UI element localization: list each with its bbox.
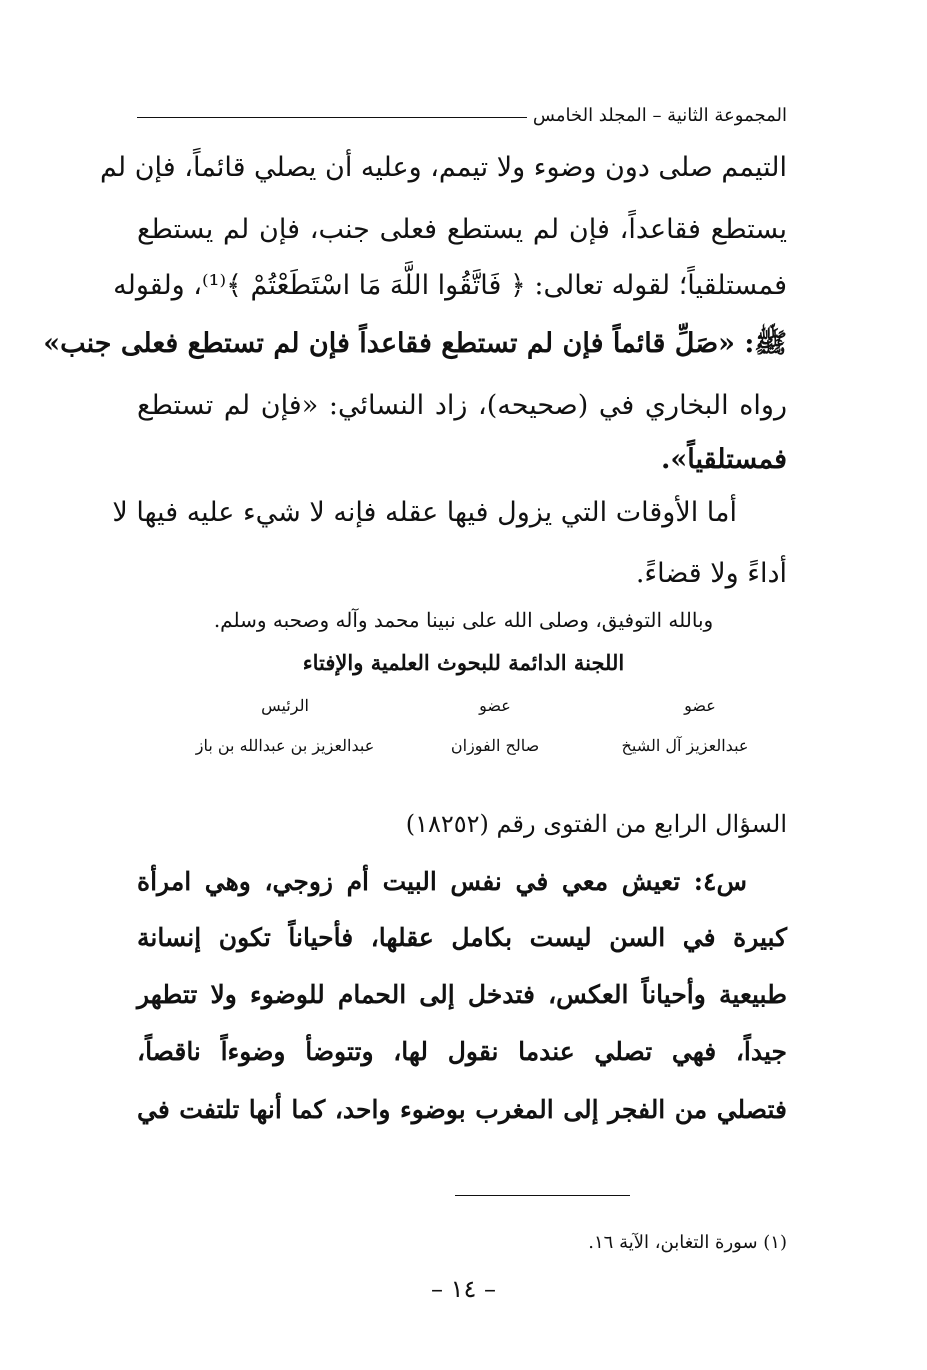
footnote: (١) سورة التغابن، الآية ١٦. xyxy=(588,1232,787,1253)
closing-statement: وبالله التوفيق، وصلى الله على نبينا محمد وآله وصحبه وسلم. xyxy=(213,608,714,632)
signatory-role: الرئيس xyxy=(261,696,309,715)
paragraph-line: أما الأوقات التي يزول فيها عقله فإنه لا شيء عليه فيها لا xyxy=(112,497,737,528)
question-line: جيداً، فهي تصلي عندما نقول لها، وتتوضأ وضوءاً ناقصاً، xyxy=(137,1037,787,1066)
body-line: التيمم صلى دون وضوء ولا تيمم، وعليه أن يصلي قائماً، فإن لم xyxy=(99,152,787,183)
signatory-name: عبدالعزيز بن عبدالله بن باز xyxy=(195,736,375,755)
page-number: – ١٤ – xyxy=(430,1275,497,1303)
question-line: س٤: تعيش معي في نفس البيت أم زوجي، وهي امرأة xyxy=(137,867,747,896)
paragraph-line: أداءً ولا قضاءً. xyxy=(635,558,787,589)
header-title: المجموعة الثانية – المجلد الخامس xyxy=(532,104,787,126)
hadith-line: ﷺ: «صَلِّ قائماً فإن لم تستطع فقاعداً فإن لم تستطع فعلى جنب» xyxy=(43,328,787,359)
signatory-name: صالح الفوزان xyxy=(450,736,540,755)
signatory-name: عبدالعزيز آل الشيخ xyxy=(621,736,749,755)
question-line: كبيرة في السن ليست بكامل عقلها، فأحياناً تكون إنسانة xyxy=(137,923,787,952)
question-line: فتصلي من الفجر إلى المغرب بوضوء واحد، كما أنها تلتفت في xyxy=(137,1095,787,1124)
committee-name: اللجنة الدائمة للبحوث العلمية والإفتاء xyxy=(302,650,625,675)
body-line: يستطع فقاعداً، فإن لم يستطع فعلى جنب، فإن لم يستطع xyxy=(137,214,787,245)
body-line: رواه البخاري في (صحيحه)، زاد النسائي: «فإن لم تستطع xyxy=(137,390,787,421)
header-rule xyxy=(137,117,527,118)
question-line: طبيعية وأحياناً العكس، فتدخل إلى الحمام للوضوء ولا تتطهر xyxy=(137,980,787,1009)
question-title: السؤال الرابع من الفتوى رقم (١٨٢٥٢) xyxy=(405,810,787,838)
signatory-role: عضو xyxy=(684,696,716,715)
footnote-rule xyxy=(455,1195,630,1196)
body-line: فمستلقياً؛ لقوله تعالى: ﴿ فَاتَّقُوا اللَّهَ مَا اسْتَطَعْتُمْ ﴾⁽¹⁾، ولقوله xyxy=(113,270,787,301)
running-header xyxy=(137,100,787,130)
body-line: فمستلقياً». xyxy=(661,444,787,475)
signatory-role: عضو xyxy=(479,696,511,715)
